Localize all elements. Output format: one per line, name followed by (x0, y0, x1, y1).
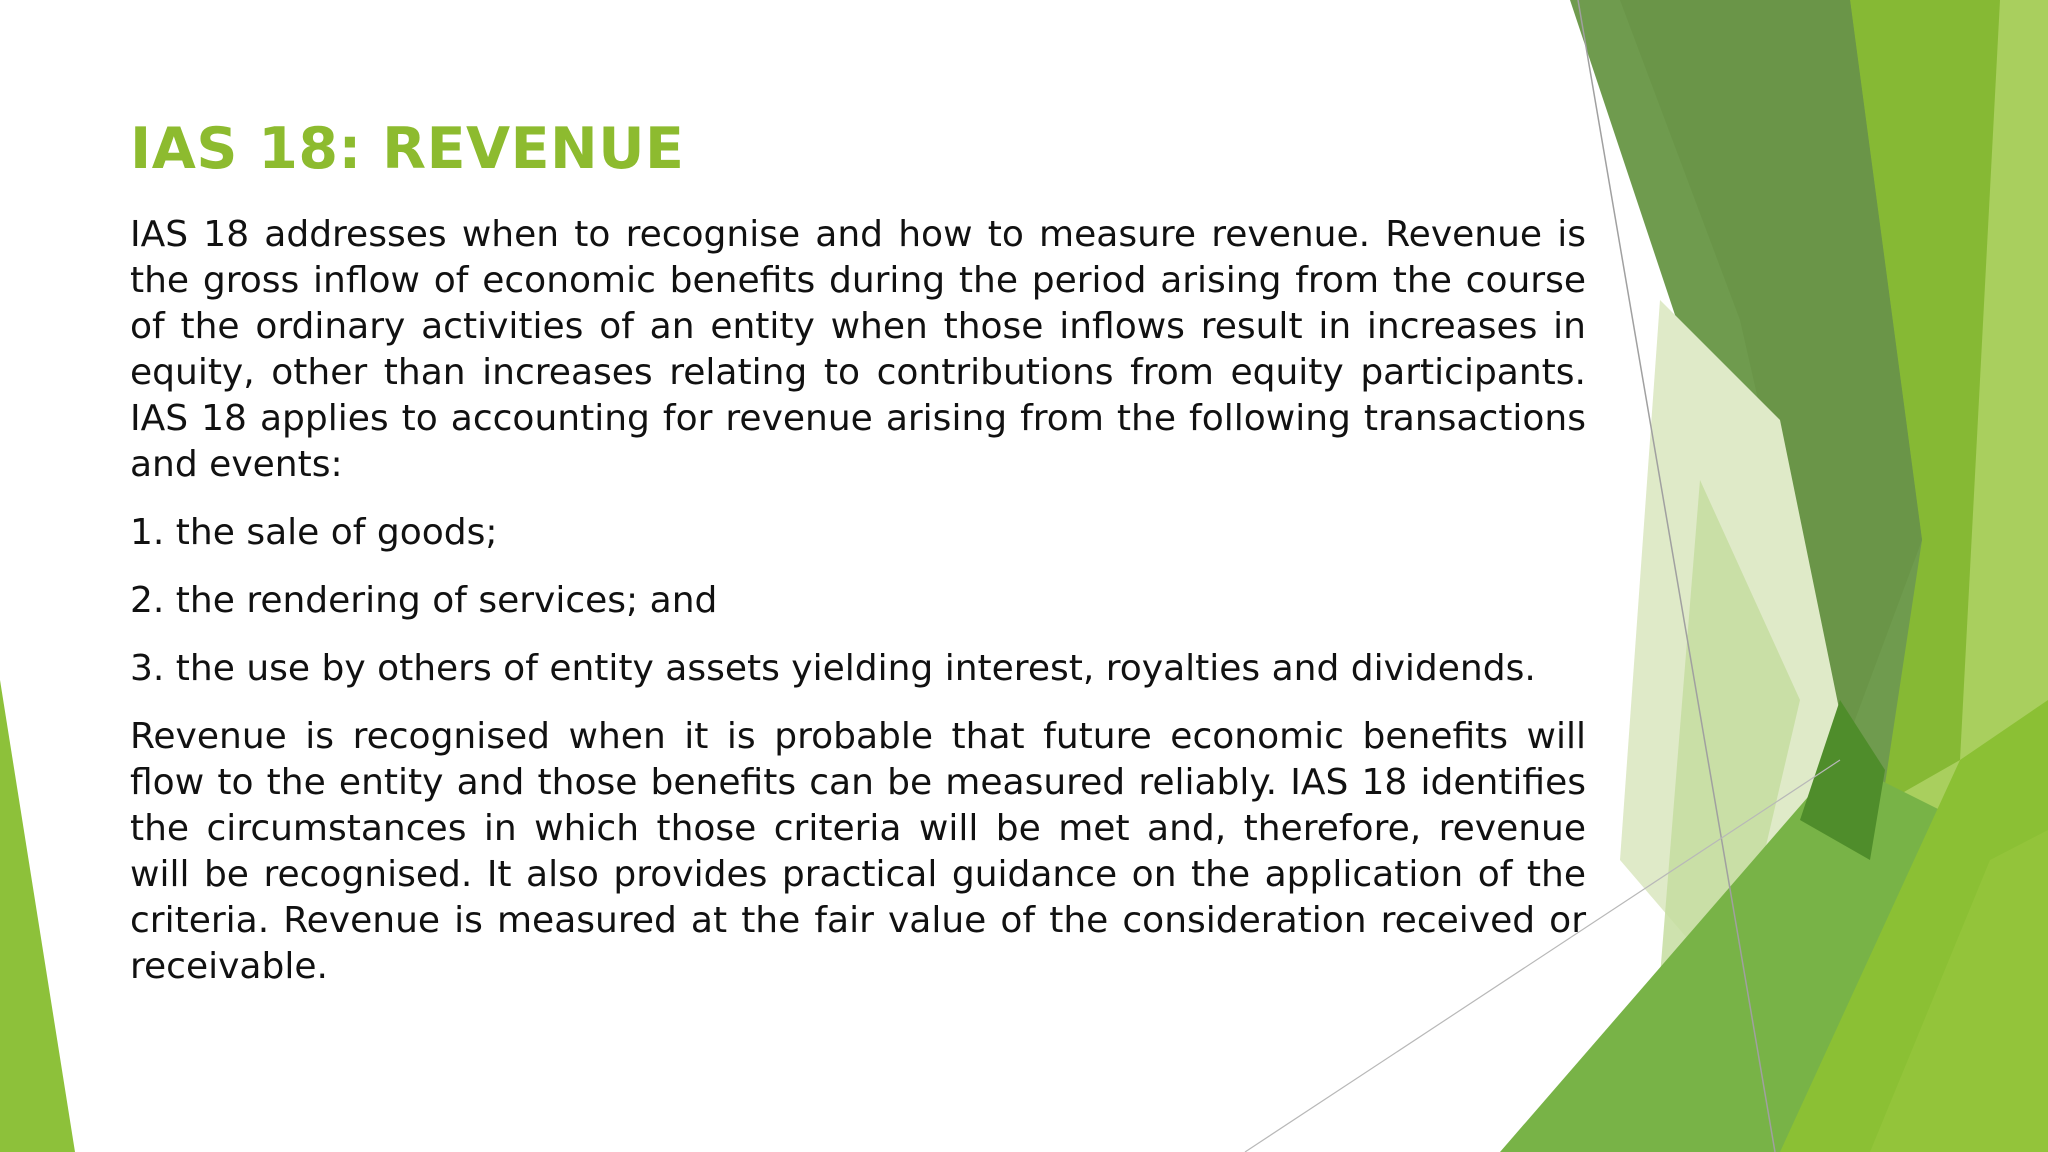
spacer (130, 624, 1586, 646)
spacer (130, 692, 1586, 714)
list-item: 3. the use by others of entity assets yielding interest, royalties and dividends. (130, 648, 1536, 689)
list-item: 1. the sale of goods; (130, 512, 498, 553)
recognition-paragraph: Revenue is recognised when it is probable that future economic benefits will flow to the entity and those benefits can be measured reliably. IAS 18 identifies the circumstances in which those criteria will be met and, therefore, revenue will be recognised. It also provides practical guidance on the application of the criteria. Revenue is measured at the fair value of the consideration received or receivable. (130, 716, 1586, 987)
spacer (130, 488, 1586, 510)
intro-paragraph: IAS 18 addresses when to recognise and how to measure revenue. Revenue is the gross inflow of economic benefits during the period arising from the course of the ordinary activities of an entity when those inflows result in increases in equity, other than increases relating to contributions from equity participants. IAS 18 applies to accounting for revenue arising from the following transactions and events: (130, 214, 1586, 485)
spacer (130, 556, 1586, 578)
left-green-sliver (0, 680, 75, 1152)
list-item: 2. the rendering of services; and (130, 580, 718, 621)
slide-content (130, 112, 1586, 990)
slide-title: IAS 18: REVENUE (130, 116, 685, 182)
